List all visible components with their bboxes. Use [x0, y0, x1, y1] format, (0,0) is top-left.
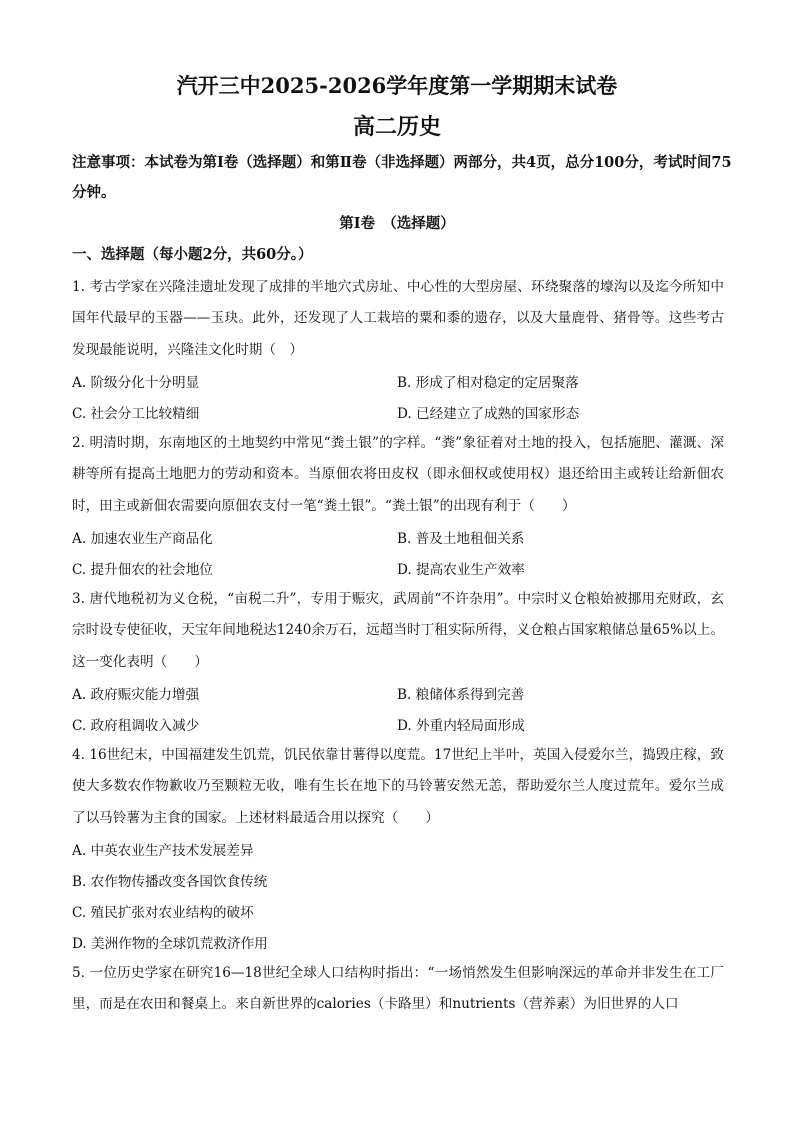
question-2-option-b: B. 普及土地租佃关系 [397, 531, 525, 547]
question-4-stem: 4. 16世纪末，中国福建发生饥荒，饥民依靠甘薯得以度荒。17世纪上半叶，英国入侵爱尔兰，捣毁庄稼，致使大多数农作物歉收乃至颗粒无收，唯有生长在地下的马铃薯安然无恙，帮助爱尔兰人度过荒年。爱尔兰成了以马铃薯为主食的国家。上述材料最适合用以探究（ ） [72, 747, 724, 826]
part-title: 一、选择题（每小题2分，共60分。） [72, 246, 313, 263]
section-title: 第Ⅰ卷 （选择题） [339, 215, 455, 232]
question-2-stem: 2. 明清时期，东南地区的土地契约中常见“粪土银”的字样。“粪”象征着对土地的投入，包括施肥、灌溉、深耕等所有提高土地肥力的劳动和资本。当原佃农将田皮权（即永佃权或使用权）退还给田主或转让给新佃农时，田主或新佃农需要向原佃农支付一笔“粪土银”。“粪土银”的出现有利于（ ） [72, 435, 724, 514]
question-3-stem: 3. 唐代地税初为义仓税，“亩税二升”，专用于赈灾，武周前“不许杂用”。中宗时义仓粮始被挪用充财政，玄宗时设专使征收，天宝年间地税达1240余万石，远超当时丁租实际所得，义仓粮占国家粮储总量65%以上。这一变化表明（ ） [72, 591, 724, 670]
exam-title: 汽开三中2025-2026学年度第一学期期末试卷 [176, 73, 618, 98]
question-5-stem: 5. 一位历史学家在研究16—18世纪全球人口结构时指出：“一场悄然发生但影响深远的革命并非发生在工厂里，而是在农田和餐桌上。来自新世界的calories（卡路里）和nutrients（营养素）为旧世界的人口 [72, 965, 724, 1013]
question-4-option-c: C. 殖民扩张对农业结构的破坏 [72, 905, 254, 921]
question-3-option-a: A. 政府赈灾能力增强 [72, 687, 200, 703]
question-2-option-a: A. 加速农业生产商品化 [72, 531, 213, 547]
exam-notice: 注意事项：本试卷为第Ⅰ卷（选择题）和第Ⅱ卷（非选择题）两部分，共4页，总分100分，考试时间75分钟。 [72, 154, 732, 201]
question-4-option-d: D. 美洲作物的全球饥荒救济作用 [72, 936, 268, 952]
question-1-stem: 1. 考古学家在兴隆洼遗址发现了成排的半地穴式房址、中心性的大型房屋、环绕聚落的壕沟以及迄今所知中国年代最早的玉器——玉玦。此外，还发现了人工栽培的粟和黍的遗存，以及大量鹿骨、猪骨等。这些考古发现最能说明，兴隆洼文化时期（ ） [72, 279, 724, 358]
question-1-option-d: D. 已经建立了成熟的国家形态 [397, 406, 580, 422]
question-3-option-c: C. 政府租调收入减少 [72, 718, 200, 734]
question-2-option-c: C. 提升佃农的社会地位 [72, 562, 213, 578]
question-3-option-d: D. 外重内轻局面形成 [397, 718, 525, 734]
subject-title: 高二历史 [352, 114, 441, 140]
question-1-option-b: B. 形成了相对稳定的定居聚落 [397, 375, 579, 391]
question-2-option-d: D. 提高农业生产效率 [397, 562, 525, 578]
question-1-option-a: A. 阶级分化十分明显 [72, 375, 200, 391]
question-3-option-b: B. 粮储体系得到完善 [397, 687, 525, 703]
question-4-option-b: B. 农作物传播改变各国饮食传统 [72, 874, 268, 890]
question-4-option-a: A. 中英农业生产技术发展差异 [72, 843, 254, 859]
question-1-option-c: C. 社会分工比较精细 [72, 406, 200, 422]
